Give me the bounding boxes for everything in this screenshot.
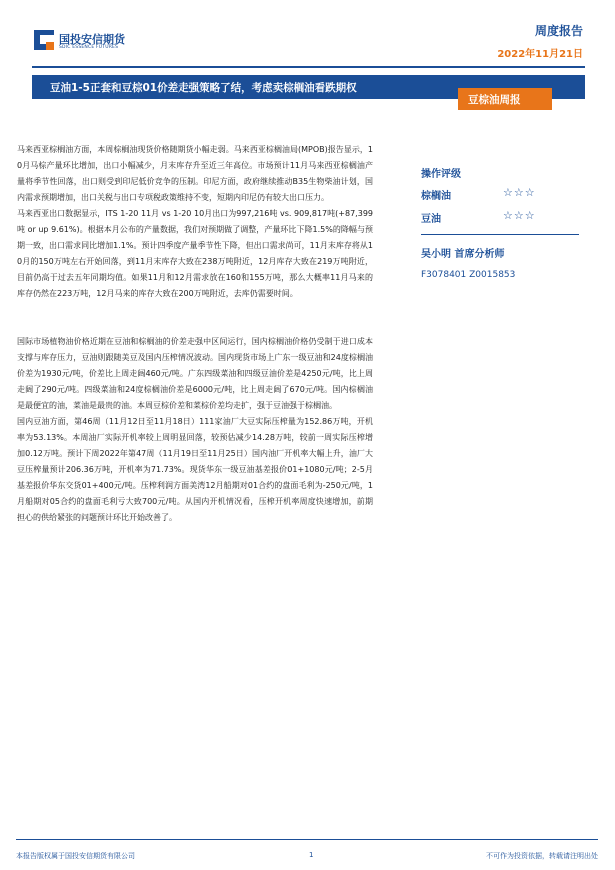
analyst-license-ids: F3078401 Z0015853	[421, 270, 516, 280]
sidebar-divider	[421, 234, 579, 235]
brand-logo-icon	[34, 30, 54, 50]
report-type: 周度报告	[534, 24, 583, 38]
report-title: 豆油1-5正套和豆棕01价差走强策略了结，考虑卖棕榈油看跌期权	[50, 82, 357, 94]
sidebar	[421, 165, 591, 280]
analyst-name: 吴小明 首席分析师	[421, 249, 505, 260]
brand-logo	[34, 30, 154, 56]
rating-name: 豆油	[421, 214, 441, 225]
rating-row-soybean-oil	[421, 206, 591, 226]
rating-heading: 操作评级	[421, 169, 461, 180]
body-paragraph: 国际市场植物油价格近期在豆油和棕榈油的价差走强中区间运行，国内棕榈油价格仍受制于进口成本支撑与库存压力，豆油则跟随美豆及国内压榨情况波动。国内现货市场上广东一级豆油和24度棕榈油价差为1930元/吨，价差比上周走阔460元/吨。广东四级菜油和四级豆油价差是4250元/吨，比上周走阔了290元/吨。四级菜油和24度棕榈油价差是6000元/吨，比上周走阔了670元/吨。国内棕榈油是最便宜的油，菜油是最贵的油。本周豆棕价差和菜棕价差均走扩，强于豆油强于棕榈油。	[17, 337, 373, 410]
brand-name-en: SDIC ESSENCE FUTURES	[59, 45, 119, 50]
header-divider	[32, 66, 585, 68]
rating-row-palm-oil	[421, 183, 591, 203]
brand-name: 国投安信期货	[59, 33, 125, 46]
body-paragraph: 马来西亚棕榈油方面，本周棕榈油现货价格随期货小幅走弱。马来西亚棕榈油局(MPOB)报告显示，10月马棕产量环比增加，出口小幅减少，月末库存升至近三年高位。市场预计11月马来西亚棕榈油产量将季节性回落，出口则受到印尼低价竞争的压制。印尼方面，政府继续推动B35生物柴油计划，国内需求预期增加，出口关税与出口专项税政策维持不变，短期内印尼仍有较大出口压力。	[17, 145, 373, 202]
page-number: 1	[309, 851, 314, 859]
footer-copyright: 本报告版权属于国投安信期货有限公司	[16, 852, 135, 860]
report-date: 2022年11月21日	[497, 49, 583, 60]
footer-divider	[16, 839, 598, 840]
body-paragraph: 国内豆油方面，第46周（11月12日至11月18日）111家油厂大豆实际压榨量为152.86万吨，开机率为53.13%。本周油厂实际开机率较上周明显回落，较预估减少14.28万吨，较前一周实际压榨增加0.12万吨。预计下周2022年第47周（11月19日至11月25日）国内油厂开机率大幅上升，油厂大豆压榨量预计206.36万吨，开机率为71.73%。现货华东一级豆油基差报价01+1080元/吨；2-5月基差报价华东交货01+400元/吨。压榨利润方面美湾12月船期对01合约的盘面毛利为-250元/吨，1月船期对05合约的盘面毛利亏大致700元/吨。从国内开机情况看，压榨开机率周度快速增加，前期担心的供给紧张的问题预计环比开始改善了。	[17, 417, 373, 522]
rating-name: 棕榈油	[421, 191, 451, 202]
rating-stars-icon: ☆☆☆	[503, 209, 536, 222]
rating-stars-icon: ☆☆☆	[503, 186, 536, 199]
report-body	[17, 142, 373, 526]
report-tag: 豆棕油周报	[468, 94, 521, 106]
body-paragraph: 马来西亚出口数据显示，ITS 1-20 11月 vs 1-20 10月出口为997,216吨 vs. 909,817吨(+87,399吨 or up 9.61%)。根据本月公布的产量数据，我们对预期做了调整，产量环比下降1.5%的降幅与预期一致，出口需求同比增加1.1%。预计四季度产量季节性下降，但出口需求尚可，11月末库存将从10月的150万吨左右开始回落，到11月末库存大致在238万吨附近，12月库存大致在219万吨附近，目前仍高于过去五年同期均值。如果11月和12月需求放在160和155万吨，那么大概率11月马来的库存仍然在223万吨，12月马来的库存大致在200万吨附近，去库仍需要时间。	[17, 209, 373, 298]
footer-disclaimer: 不可作为投资依据，转载请注明出处	[486, 852, 598, 860]
paragraph-gap	[17, 302, 373, 334]
